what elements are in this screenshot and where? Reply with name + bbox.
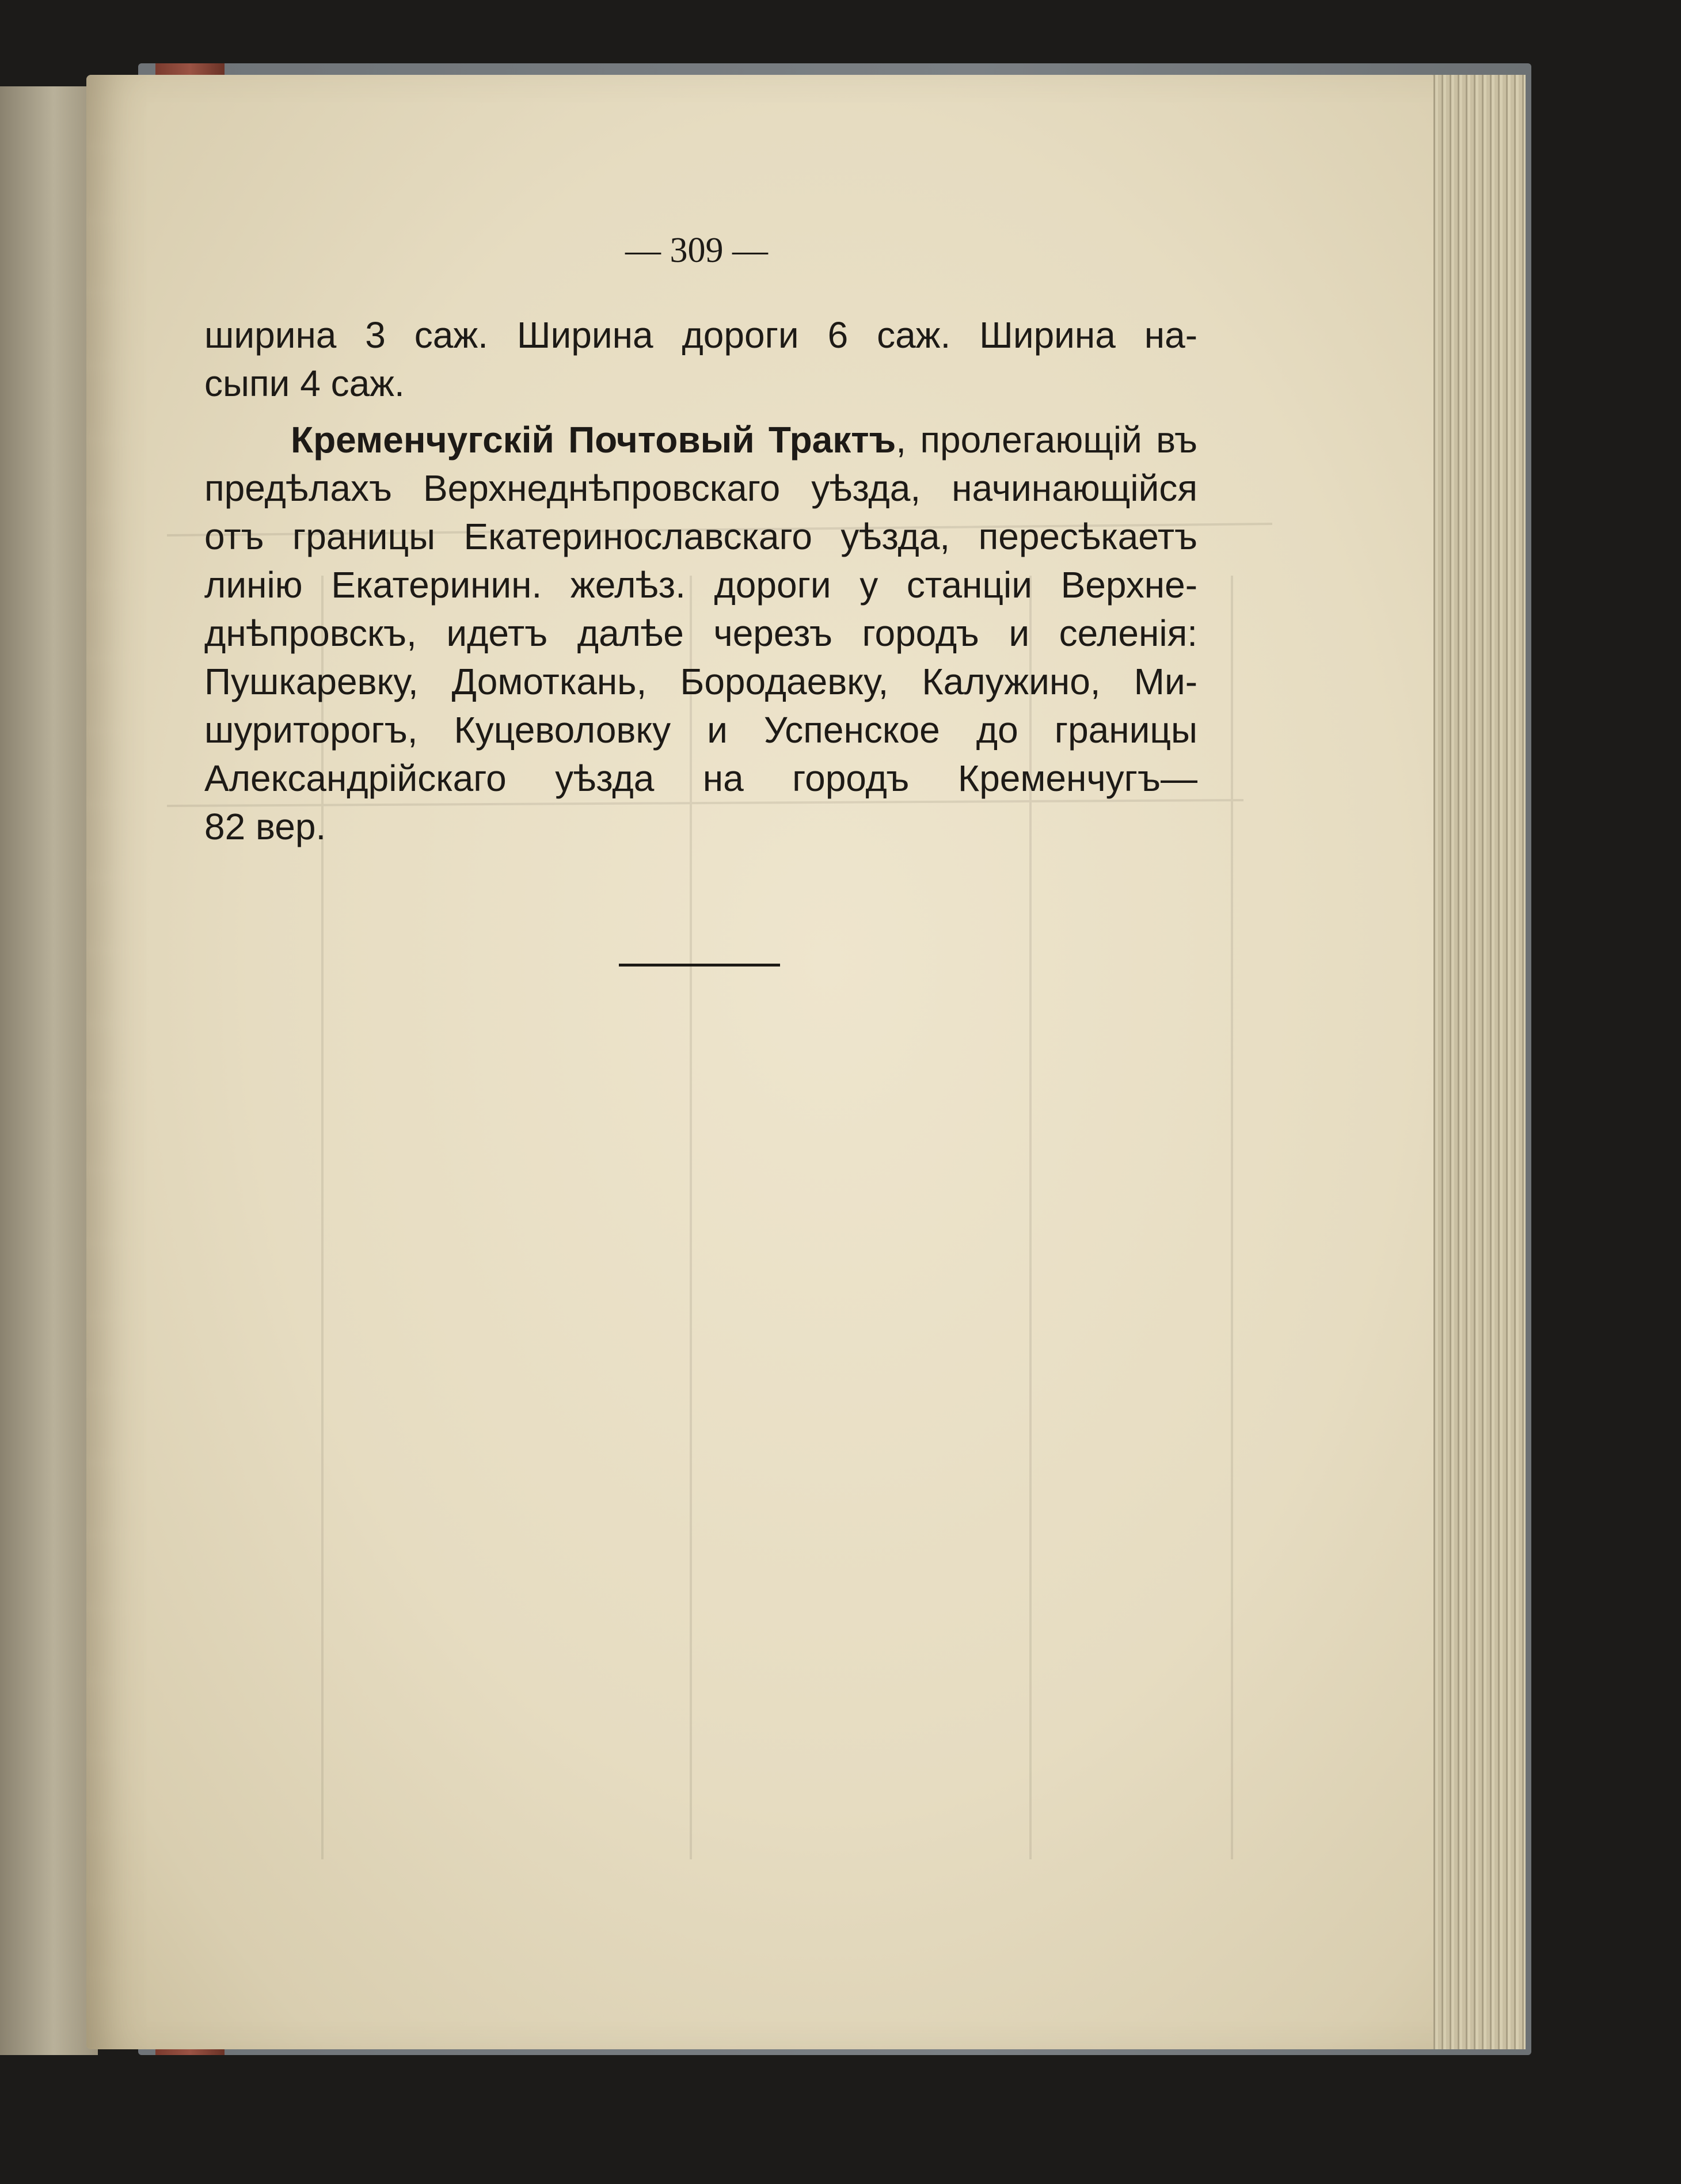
text-line: линію Екатеринин. желѣз. дороги у станціи Верхне-	[204, 564, 1197, 606]
text-line: 82 вер.	[204, 806, 326, 847]
text-line: шуриторогъ, Куцеволовку и Успенское до границы	[204, 709, 1197, 751]
entry-first-line	[204, 416, 1197, 464]
text-line: отъ границы Екатеринославскаго уѣзда, пересѣкаетъ	[204, 516, 1197, 557]
road-entry-paragraph	[204, 416, 1197, 851]
text-line: днѣпровскъ, идетъ далѣе черезъ городъ и селенія:	[204, 612, 1197, 654]
text-line: ширина 3 саж. Ширина дороги 6 саж. Ширина на-	[204, 314, 1197, 356]
text-line: Пушкаревку, Домоткань, Бородаевку, Калужино, Ми-	[204, 661, 1197, 702]
text-line: сыпи 4 саж.	[204, 363, 405, 404]
entry-heading: Кременчугскій Почтовый Трактъ	[291, 419, 896, 461]
entry-first-line-text: , пролегающій въ	[896, 419, 1197, 461]
page-number: — 309 —	[625, 231, 768, 270]
text-line: предѣлахъ Верхнеднѣпровскаго уѣзда, начинающійся	[204, 467, 1197, 509]
section-end-rule	[619, 964, 780, 967]
intro-paragraph	[204, 311, 1197, 408]
text-line: Александрійскаго уѣзда на городъ Кременчугъ—	[204, 758, 1197, 799]
